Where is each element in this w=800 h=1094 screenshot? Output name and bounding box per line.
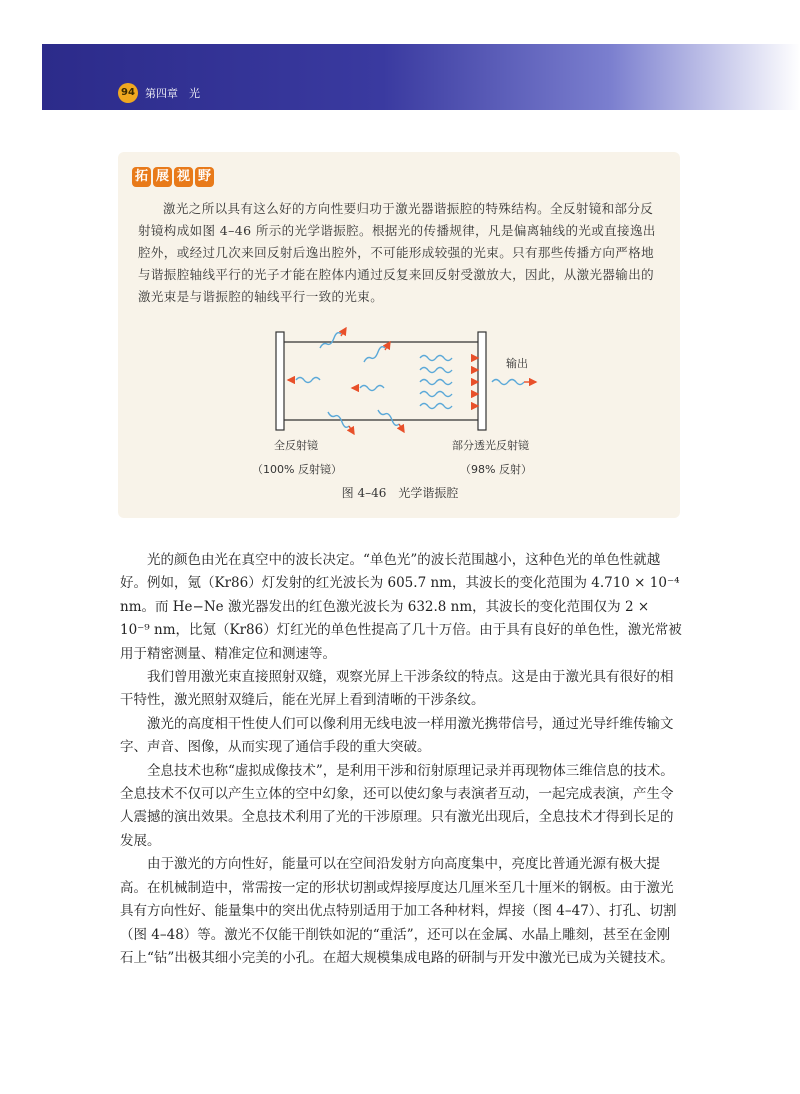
extension-box-title [132,167,214,189]
page-number-badge: 94 [118,83,138,103]
body-text [120,549,682,970]
axial-light-waves [296,356,524,409]
partial-reflection-mirror [478,332,486,430]
right-mirror-note: （98% 反射） [460,463,532,476]
paragraph: 我们曾用激光束直接照射双缝，观察光屏上干涉条纹的特点。这是由于激光具有很好的相干特性，激光照射双缝后，能在光屏上看到清晰的干涉条纹。 [120,669,674,709]
paragraph: 光的颜色由光在真空中的波长决定。“单色光”的波长范围越小，这种色光的单色性就越好。例如，氪（Kr86）灯发射的红光波长为 605.7 nm，其波长的变化范围为 4.710 × 10⁻⁴ nm。而 He−Ne 激光器发出的红色激光波长为 632.8 nm，其波长的变化范围仅为 2 × 10⁻⁹ nm，比氪（Kr86）灯红光的单色性提高了几十万倍。由于具有良好的单色性，激光常被用于精密测量、精准定位和测速等。 [120,552,682,662]
paragraph: 激光的高度相干性使人们可以像利用无线电波一样用激光携带信号，通过光导纤维传输文字、声音、图像，从而实现了通信手段的重大突破。 [120,715,674,756]
left-mirror-label: 全反射镜 [274,439,318,452]
right-mirror-label: 部分透光反射镜 [452,439,529,452]
full-reflection-mirror [276,332,284,430]
paragraph: 由于激光的方向性好，能量可以在空间沿发射方向高度集中，亮度比普通光源有极大提高。在机械制造中，常需按一定的形状切割或焊接厚度达几厘米至几十厘米的钢板。由于激光具有方向性好、能量集中的突出优点特别适用于加工各种材料，焊接（图 4–47）、打孔、切割（图 4–48）等。激光不仅能干削铁如泥的“重活”，还可以在金属、水晶上雕刻，甚至在金刚石上“钻”出极其细小完美的小孔。在超大规模集成电路的研制与开发中激光已成为关键技术。 [120,856,677,966]
title-char: 视 [174,167,193,187]
title-char: 野 [195,167,214,187]
title-char: 拓 [132,167,151,187]
chapter-title: 第四章 光 [145,87,200,100]
extension-box-paragraph: 激光之所以具有这么好的方向性要归功于激光器谐振腔的特殊结构。全反射镜和部分反射镜构成如图 4–46 所示的光学谐振腔。根据光的传播规律，凡是偏离轴线的光或直接逸出腔外，或经过几次来回反射后逸出腔外，不可能形成较强的光束。只有那些传播方向严格地与谐振腔轴线平行的光子才能在腔体内通过反复来回反射受激放大，因此，从激光器输出的激光束是与谐振腔的轴线平行一致的光束。 [138,201,656,304]
title-char: 展 [153,167,172,187]
paragraph: 全息技术也称“虚拟成像技术”，是利用干涉和衍射原理记录并再现物体三维信息的技术。全息技术不仅可以产生立体的空中幻象，还可以使幻象与表演者互动，一起完成表演，产生令人震撼的演出效果。全息技术利用了光的干涉原理。只有激光出现后，全息技术才得到长足的发展。 [120,762,674,849]
output-label: 输出 [506,357,528,370]
figure-caption: 图 4–46 光学谐振腔 [341,486,459,500]
left-mirror-note: （100% 反射镜） [252,463,342,476]
